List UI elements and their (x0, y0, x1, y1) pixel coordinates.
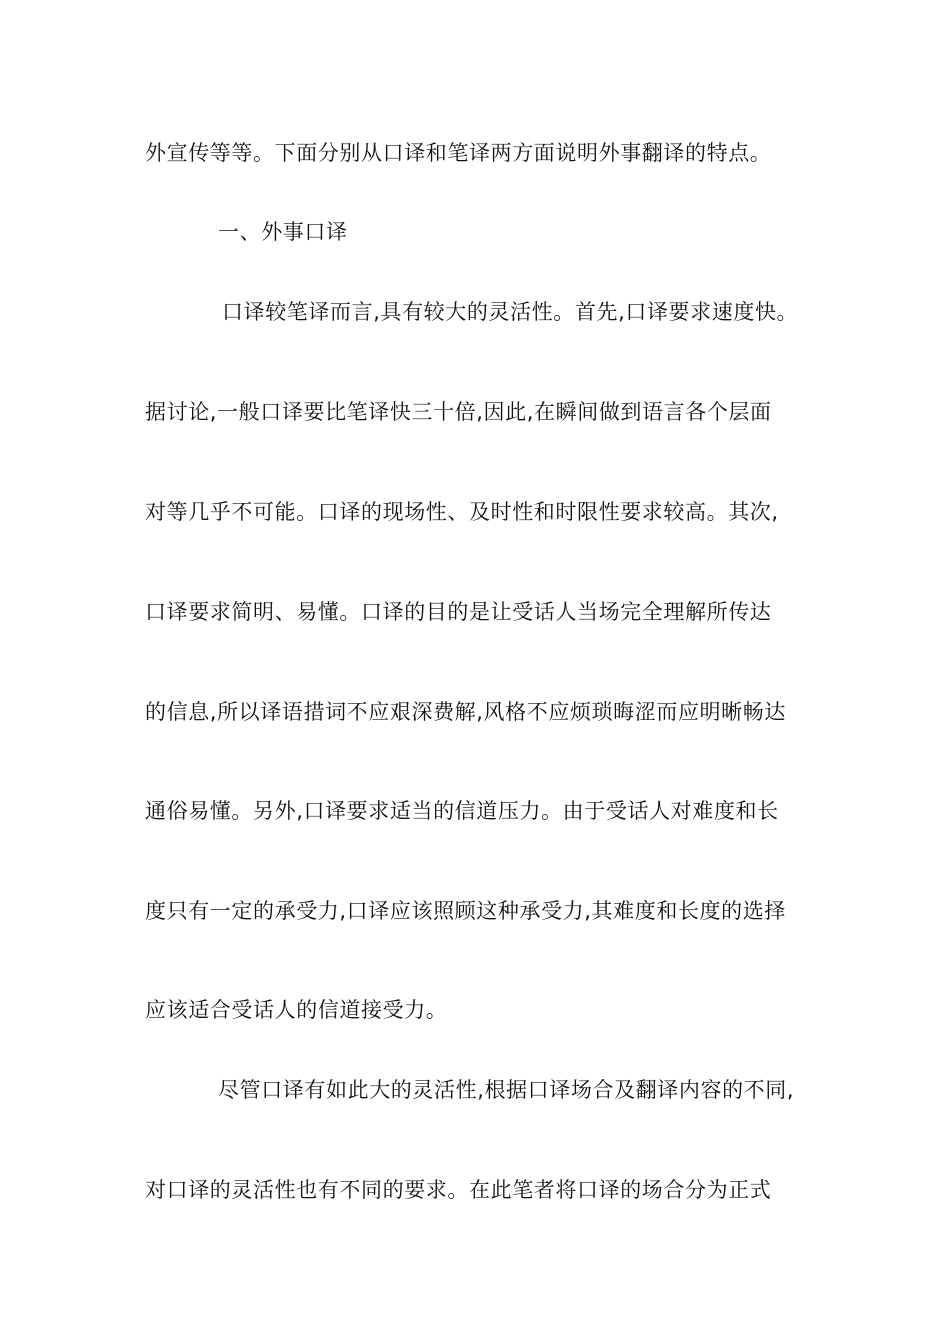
paragraph-line: 口译较笔译而言,具有较大的灵活性。首先,口译要求速度快。 (222, 300, 799, 324)
paragraph-line: 度只有一定的承受力,口译应该照顾这种承受力,其难度和长度的选择 (145, 899, 786, 923)
paragraph-line: 对等几乎不可能。口译的现场性、及时性和时限性要求较高。其次, (145, 500, 779, 524)
paragraph-line: 应该适合受话人的信道接受力。 (145, 998, 448, 1022)
paragraph-line: 外宣传等等。下面分别从口译和笔译两方面说明外事翻译的特点。 (145, 141, 772, 165)
section-heading: 一、外事口译 (218, 220, 348, 244)
paragraph-line: 据讨论,一般口译要比笔译快三十倍,因此,在瞬间做到语言各个层面 (145, 400, 772, 424)
paragraph-line: 对口译的灵活性也有不同的要求。在此笔者将口译的场合分为正式 (145, 1178, 772, 1202)
paragraph-line: 口译要求简明、易懂。口译的目的是让受话人当场完全理解所传达 (145, 600, 772, 624)
paragraph-line: 尽管口译有如此大的灵活性,根据口译场合及翻译内容的不同, (218, 1078, 795, 1102)
paragraph-line: 通俗易懂。另外,口译要求适当的信道压力。由于受话人对难度和长 (145, 799, 779, 823)
paragraph-line: 的信息,所以译语措词不应艰深费解,风格不应烦琐晦涩而应明晰畅达 (145, 700, 786, 724)
